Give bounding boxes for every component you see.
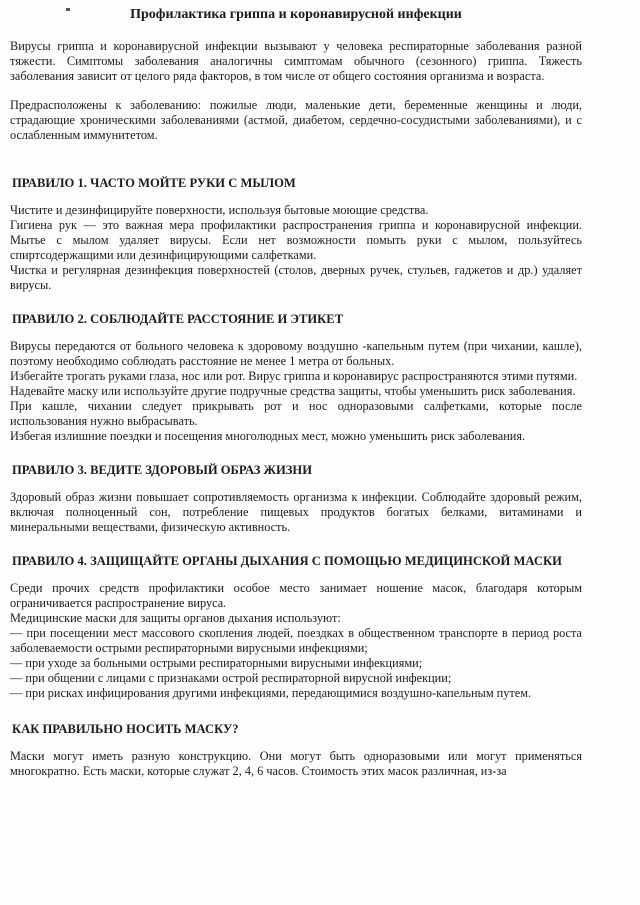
rule4-list-item: — при уходе за больными острыми респираторными вирусными инфекциями; xyxy=(10,656,423,670)
document-title: Профилактика гриппа и коронавирусной инфекции xyxy=(130,7,462,22)
rule4-list-item: — при общении с лицами с признаками острой респираторной вирусной инфекции; xyxy=(10,671,452,685)
rule2-paragraph: Надевайте маску или используйте другие подручные средства защиты, чтобы уменьшить риск заболевания. xyxy=(10,384,576,398)
rule2-paragraph: При кашле, чихании следует прикрывать рот и нос одноразовыми салфетками, которые после использования нужно выбрасывать. xyxy=(10,399,582,428)
rule1-section xyxy=(10,175,582,293)
document-body xyxy=(10,6,582,779)
rule4-list-item: — при посещении мест массового скопления людей, поездках в общественном транспорте в период роста заболеваемости острыми респираторными вирусными инфекциями; xyxy=(10,626,582,655)
rule4-heading: ПРАВИЛО 4. ЗАЩИЩАЙТЕ ОРГАНЫ ДЫХАНИЯ С ПОМОЩЬЮ МЕДИЦИНСКОЙ МАСКИ xyxy=(12,554,562,568)
rule3-paragraph: Здоровый образ жизни повышает сопротивляемость организма к инфекции. Соблюдайте здоровый режим, включая полноценный сон, потребление пищевых продуктов богатых белками, витаминами и минеральными веществами, физическую активность. xyxy=(10,490,582,534)
rule1-paragraph: Гигиена рук — это важная мера профилактики распространения гриппа и коронавирусной инфекции. Мытье с мылом удаляет вирусы. Если нет возможности помыть руки с мылом, пользуйтесь спиртсодержащими или дезинфицирующими салфетками. xyxy=(10,218,582,262)
rule4-paragraph: Медицинские маски для защиты органов дыхания используют: xyxy=(10,611,341,625)
rule2-heading: ПРАВИЛО 2. СОБЛЮДАЙТЕ РАССТОЯНИЕ И ЭТИКЕТ xyxy=(12,312,344,326)
intro-paragraph: Предрасположены к заболеванию: пожилые люди, маленькие дети, беременные женщины и люди, страдающие хроническими заболеваниями (астмой, диабетом, сердечно-сосудистыми заболеваниями), и с ослабленным иммунитетом. xyxy=(10,98,582,142)
rule2-paragraph: Избегая излишние поездки и посещения многолюдных мест, можно уменьшить риск заболевания. xyxy=(10,429,526,443)
mask-paragraph: Маски могут иметь разную конструкцию. Они могут быть одноразовыми или могут применяться многократно. Есть маски, которые служат 2, 4, 6 часов. Стоимость этих масок различная, из-за xyxy=(10,749,582,778)
intro-paragraph: Вирусы гриппа и коронавирусной инфекции вызывают у человека респираторные заболевания разной тяжести. Симптомы заболевания аналогичны симптомам обычного (сезонного) гриппа. Тяжесть заболевания зависит от целого ряда факторов, в том числе от общего состояния организма и возраста. xyxy=(10,39,582,83)
rule1-paragraph: Чистите и дезинфицируйте поверхности, используя бытовые моющие средства. xyxy=(10,203,429,217)
rule3-heading: ПРАВИЛО 3. ВЕДИТЕ ЗДОРОВЫЙ ОБРАЗ ЖИЗНИ xyxy=(12,463,313,477)
rule4-list-item: — при рисках инфицирования другими инфекциями, передающимися воздушно-капельным путем. xyxy=(10,686,532,700)
rule1-heading: ПРАВИЛО 1. ЧАСТО МОЙТЕ РУКИ С МЫЛОМ xyxy=(12,176,296,190)
rule2-paragraph: Вирусы передаются от больного человека к здоровому воздушно -капельным путем (при чихании, кашле), поэтому необходимо соблюдать расстояние не менее 1 метра от больных. xyxy=(10,339,582,368)
mask-section xyxy=(10,721,582,779)
mask-heading: КАК ПРАВИЛЬНО НОСИТЬ МАСКУ? xyxy=(12,722,239,736)
rule3-section xyxy=(10,462,582,535)
intro-section xyxy=(10,39,582,143)
rule2-paragraph: Избегайте трогать руками глаза, нос или рот. Вирус гриппа и коронавирус распространяются этими путями. xyxy=(10,369,578,383)
rule4-section xyxy=(10,553,582,701)
rule2-section xyxy=(10,311,582,444)
rule4-paragraph: Среди прочих средств профилактики особое место занимает ношение масок, благодаря которым ограничивается распространение вируса. xyxy=(10,581,582,610)
rule1-paragraph: Чистка и регулярная дезинфекция поверхностей (столов, дверных ручек, стульев, гаджетов и др.) удаляет вирусы. xyxy=(10,263,582,292)
